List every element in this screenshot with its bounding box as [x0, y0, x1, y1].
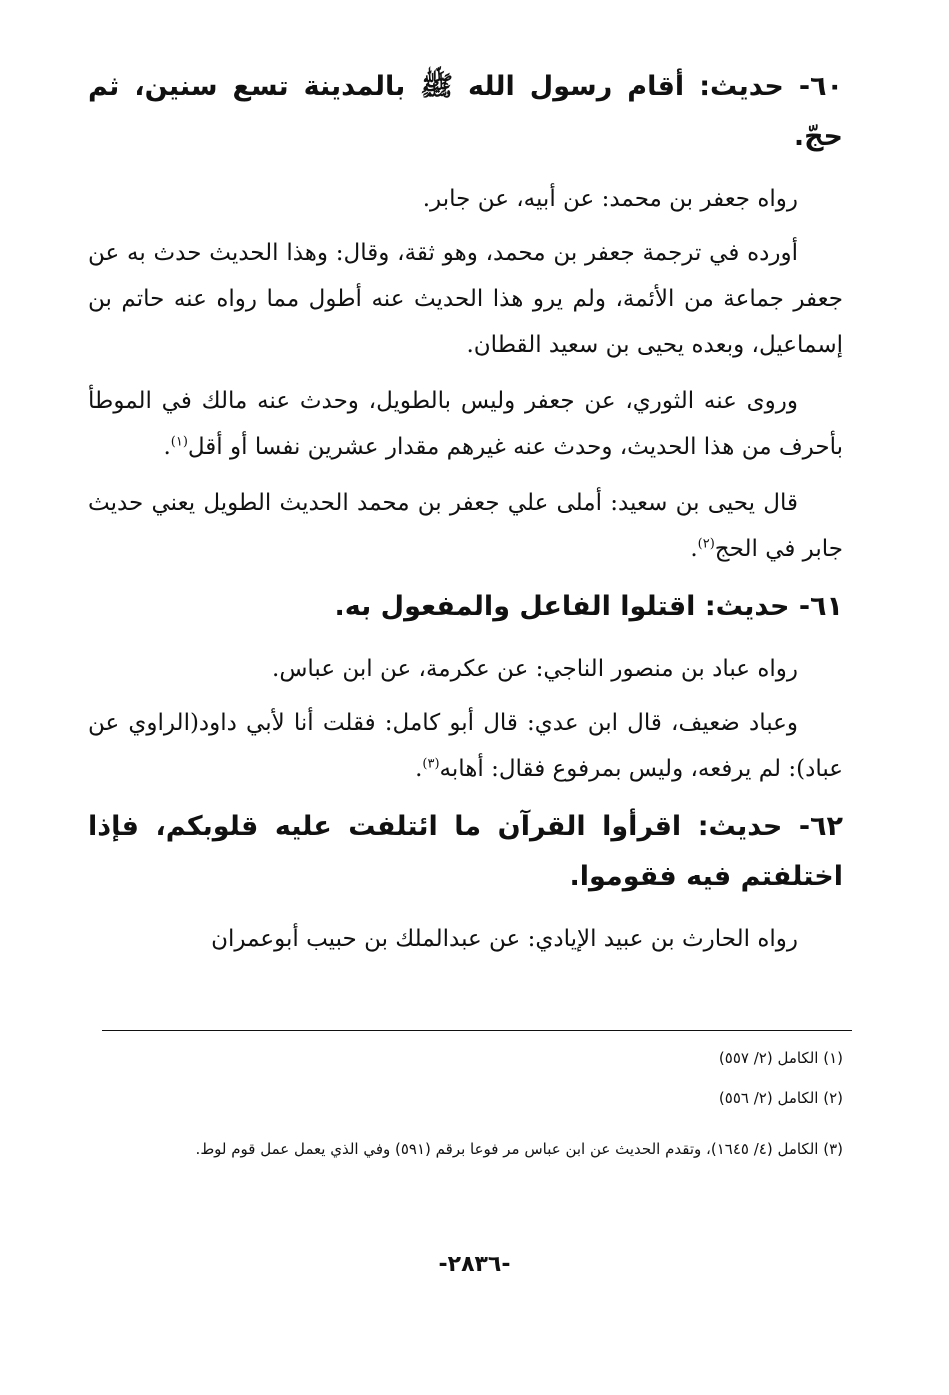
- footnotes: [105, 1047, 843, 1171]
- hadith-61-commentary-paragraph: [88, 700, 843, 792]
- period: .: [690, 536, 698, 562]
- footnote-ref-3: (٣): [422, 756, 440, 772]
- hadith-60-narration: رواه جعفر بن محمد: عن أبيه، عن جابر.: [422, 186, 798, 212]
- footnote-ref-1: (١): [170, 434, 188, 450]
- footnote-3: (٣) الكامل (٤/ ١٦٤٥)، وتقدم الحديث عن ابن عباس مر فوعا برقم (٥٩١) وفي الذي يعمل عمل قوم لوط.: [195, 1140, 843, 1158]
- hadith-60-yahya-text: قال يحيى بن سعيد: أملى علي جعفر بن محمد الحديث الطويل يعني حديث جابر في الحج: [88, 490, 843, 562]
- footnote-ref-2: (٢): [697, 536, 715, 552]
- page-body: [88, 62, 843, 970]
- footnote-separator: [102, 1030, 852, 1031]
- footnote-1: (١) الكامل (٢/ ٥٥٧): [718, 1049, 843, 1067]
- hadith-61-heading: ٦١- حديث: اقتلوا الفاعل والمفعول به.: [334, 591, 843, 622]
- period: .: [415, 756, 423, 782]
- hadith-60-thawri-text: وروى عنه الثوري، عن جعفر وليس بالطويل، وحدث عنه مالك في الموطأ بأحرف من هذا الحديث، وحدث عنه غيرهم مقدار عشرين نفسا أو أقل: [88, 388, 843, 460]
- period: .: [163, 434, 171, 460]
- hadith-60-commentary: أورده في ترجمة جعفر بن محمد، وهو ثقة، وقال: وهذا الحديث حدث به عن جعفر جماعة من الأئمة، ولم يرو هذا الحديث عنه أطول مما رواه عنه حاتم بن إسماعيل، وبعده يحيى بن سعيد القطان.: [88, 240, 843, 358]
- hadith-60-yahya-paragraph: [88, 480, 843, 572]
- hadith-61-narration: رواه عباد بن منصور الناجي: عن عكرمة، عن ابن عباس.: [272, 656, 798, 682]
- hadith-61-commentary-text: وعباد ضعيف، قال ابن عدي: قال أبو كامل: فقلت أنا لأبي داود(الراوي عن عباد): لم يرفعه، وليس بمرفوع فقال: أهابه: [88, 710, 843, 782]
- footnote-2: (٢) الكامل (٢/ ٥٥٦): [718, 1089, 843, 1107]
- hadith-60-heading: ٦٠- حديث: أقام رسول الله ﷺ بالمدينة تسع سنين، ثم حجّ.: [88, 71, 843, 152]
- hadith-62-narration: رواه الحارث بن عبيد الإيادي: عن عبدالملك بن حبيب أبوعمران: [211, 926, 798, 952]
- hadith-62-heading: ٦٢- حديث: اقرأوا القرآن ما ائتلفت عليه قلوبكم، فإذا اختلفتم فيه فقوموا.: [88, 811, 843, 892]
- page-number: -٢٨٣٦-: [438, 1252, 511, 1277]
- hadith-60-thawri-paragraph: [88, 378, 843, 470]
